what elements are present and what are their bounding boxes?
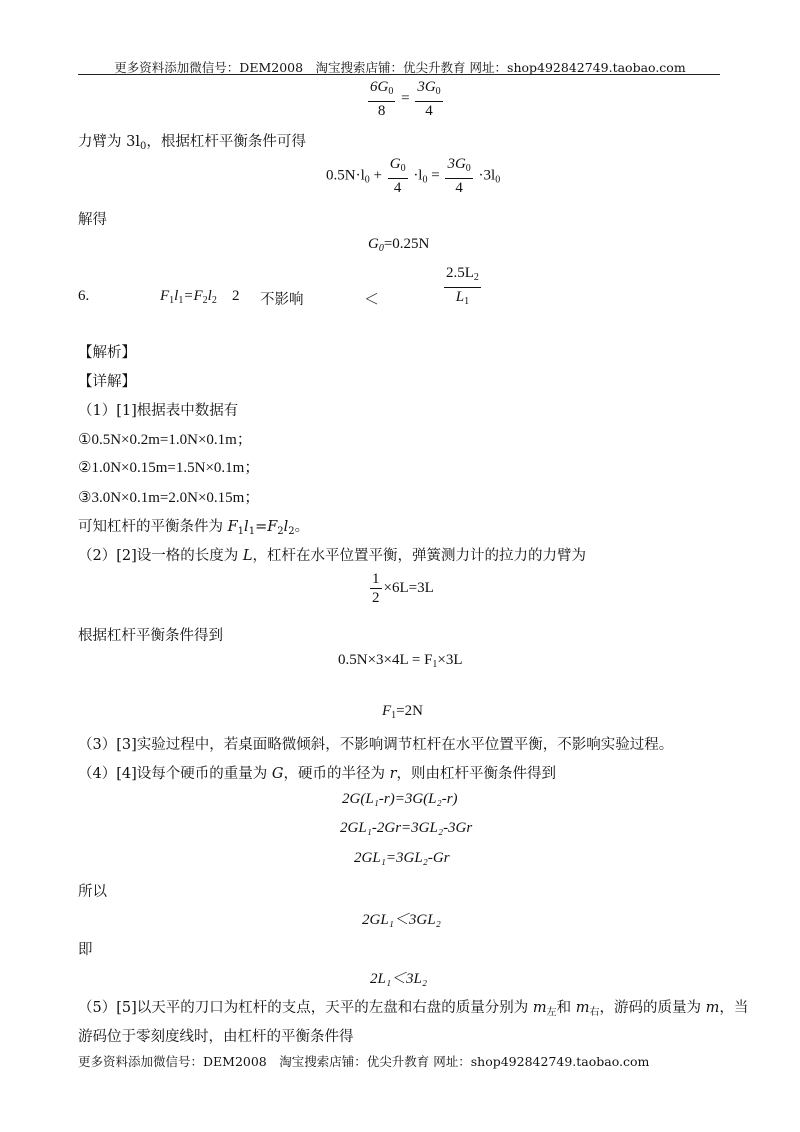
step-4: （4）[4]设每个硬币的重量为 G，硬币的半径为 r，则由杠杆平衡条件得到	[78, 766, 557, 782]
q6-answer-lt: ＜	[364, 292, 380, 308]
header-divider	[78, 74, 720, 75]
page-footer: 更多资料添加微信号：DEM2008 淘宝搜索店铺：优尖升教育 网址：shop492842749.taobao.com	[78, 1054, 650, 1069]
step-5-cont: 游码位于零刻度线时，由杠杆的平衡条件得	[78, 1029, 354, 1045]
q6-answer-2: 2	[232, 288, 240, 304]
detail-heading: 【详解】	[78, 374, 136, 390]
equation-fraction-top: $\frac{6G_0}{8}$ = $\frac{3G_0}{4}$	[370, 79, 441, 119]
equation-coin-2: 2GL₁-2Gr=3GL₂-3Gr	[340, 820, 473, 836]
conclusion-1: 可知杠杆的平衡条件为 $F_1l_1=F_2l_2$。	[78, 519, 310, 537]
equation-inequality-1: 2GL₁＜3GL₂	[362, 912, 441, 928]
that-is-label: 即	[78, 942, 93, 958]
equation-coin-3: 2GL₁=3GL₂-Gr	[354, 850, 450, 866]
q6-number: 6.	[78, 288, 90, 304]
analysis-heading: 【解析】	[78, 345, 136, 361]
equation-coin-1: 2G(L₁-r)=3G(L₂-r)	[342, 791, 458, 807]
q6-balance-condition: $F_1l_1=F_2l_2$	[160, 288, 217, 306]
step-2: （2）[2]设一格的长度为 L，杠杆在水平位置平衡，弹簧测力计的拉力的力臂为	[78, 548, 587, 564]
q6-answer-fraction: $\frac{2.5L_2}{L_1}$	[446, 265, 479, 307]
data-row-3: ③3.0N×0.1m=2.0N×0.15m；	[78, 490, 260, 506]
q6-answer-noeffect: 不影响	[260, 292, 304, 308]
equation-inequality-2: 2L₁＜3L₂	[370, 971, 428, 987]
data-row-1: ①0.5N×0.2m=1.0N×0.1m；	[78, 432, 252, 448]
equation-balance-1: $0.5N\cdot l_0$ + $\frac{G_0}{4}$ $\cdot l_0$ = $\frac{3G_0}{4}$ $\cdot 3l_0$	[326, 156, 501, 196]
equation-arm: $\frac{1}{2}$ ×6L=3L	[372, 571, 434, 606]
equation-balance-2: $0.5N\times 3\times 4L = F_1\times 3L$	[338, 652, 463, 670]
arm-text: 力臂为 $3l_0$，根据杠杆平衡条件可得	[78, 134, 306, 152]
step-1: （1）[1]根据表中数据有	[78, 403, 239, 419]
equation-g0: $G_0=0.25N$	[368, 236, 430, 254]
solve-label: 解得	[78, 212, 107, 228]
equation-f1: $F_1=2N$	[382, 703, 423, 721]
step-5: （5）[5]以天平的刀口为杠杆的支点，天平的左盘和右盘的质量分别为 $m_左$和 $m_右$，游码的质量为 m，当	[78, 1000, 749, 1018]
balance-intro: 根据杠杆平衡条件得到	[78, 628, 223, 644]
page-header: 更多资料添加微信号：DEM2008 淘宝搜索店铺：优尖升教育 网址：shop492842749.taobao.com	[114, 60, 686, 75]
step-3: （3）[3]实验过程中，若桌面略微倾斜，不影响调节杠杆在水平位置平衡，不影响实验过程。	[78, 737, 674, 753]
data-row-2: ②1.0N×0.15m=1.5N×0.1m；	[78, 460, 260, 476]
therefore-label: 所以	[78, 884, 107, 900]
